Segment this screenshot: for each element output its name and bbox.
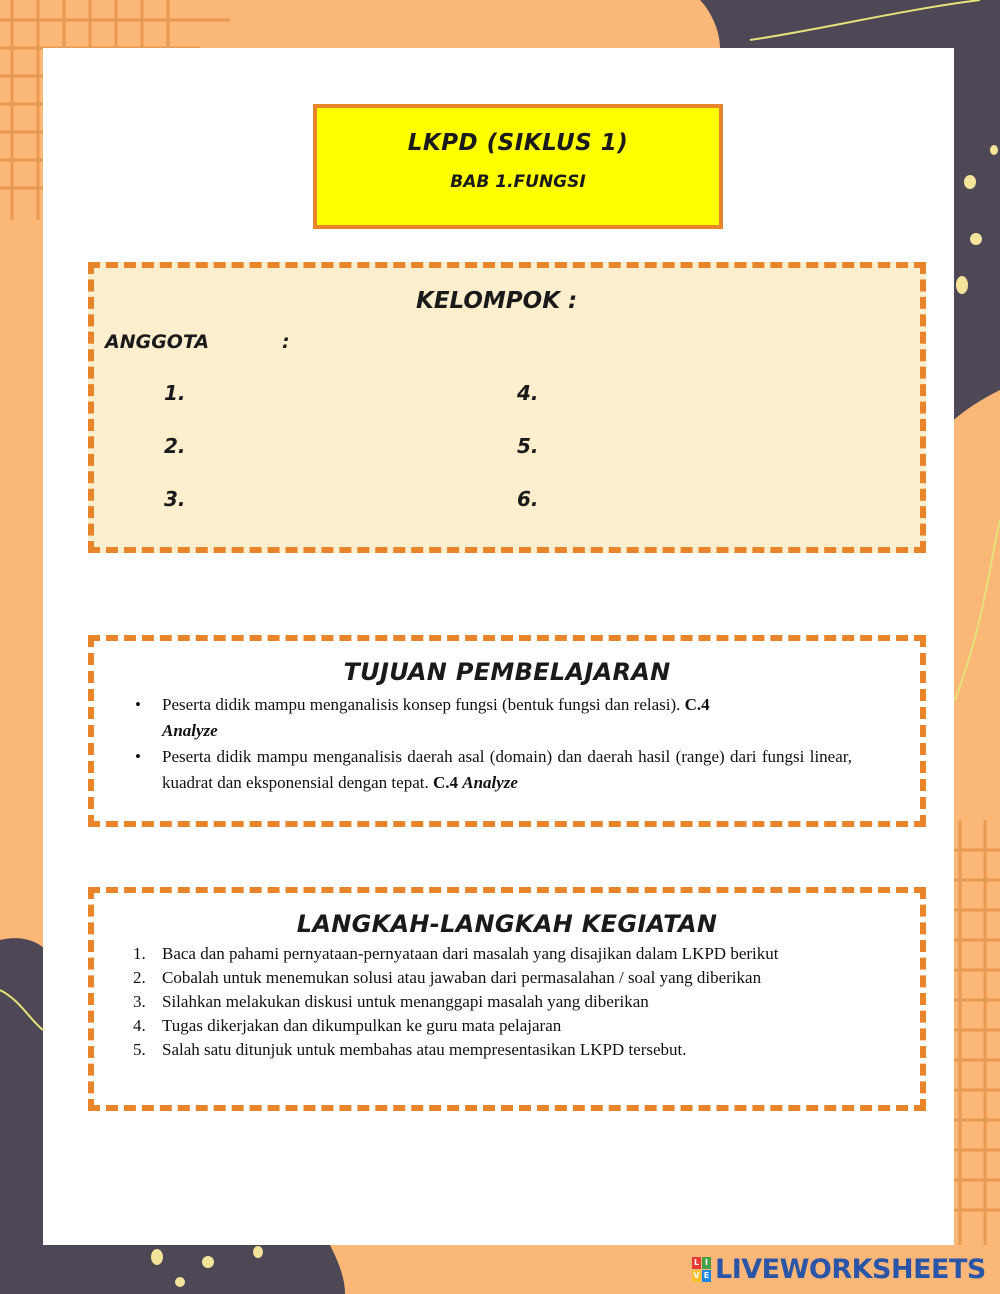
objectives-list: [94, 692, 852, 796]
liveworksheets-logo[interactable]: [692, 1253, 986, 1285]
group-title: KELOMPOK :: [416, 288, 578, 314]
title-box: [313, 104, 723, 229]
step-item: [133, 966, 920, 990]
step-text: Silahkan melakukan diskusi untuk menanggapi masalah yang diberikan: [162, 992, 649, 1011]
objective-level: Analyze: [462, 773, 518, 792]
step-item: [133, 990, 920, 1014]
liveworksheets-mark-icon: L I V E: [693, 1257, 710, 1280]
objective-item: [135, 692, 852, 744]
objective-item: [135, 744, 852, 796]
member-slot-3[interactable]: 3.: [164, 487, 186, 511]
liveworksheets-brand-text: LIVEWORKSHEETS: [715, 1253, 986, 1285]
page-title: LKPD (SIKLUS 1): [407, 130, 629, 156]
members-label: ANGGOTA: [105, 331, 210, 353]
step-item: [133, 942, 920, 966]
step-text: Tugas dikerjakan dan dikumpulkan ke guru mata pelajaran: [162, 1016, 562, 1035]
members-colon: :: [282, 331, 290, 353]
steps-list: [94, 942, 920, 1062]
step-number: 1.: [133, 944, 146, 963]
step-number: 5.: [133, 1040, 146, 1059]
bullet-icon: •: [135, 695, 141, 714]
step-item: [133, 1014, 920, 1038]
objective-text: Peserta didik mampu menganalisis konsep fungsi (bentuk fungsi dan relasi).: [162, 695, 685, 714]
step-text: Baca dan pahami pernyataan-pernyataan dari masalah yang disajikan dalam LKPD berikut: [162, 944, 779, 963]
step-text: Salah satu ditunjuk untuk membahas atau mempresentasikan LKPD tersebut.: [162, 1040, 687, 1059]
member-slot-1[interactable]: 1.: [164, 381, 186, 405]
bullet-icon: •: [135, 747, 141, 766]
objective-level: Analyze: [162, 721, 218, 740]
objective-code: C.4: [684, 695, 710, 714]
objective-code: C.4: [432, 773, 458, 792]
group-box: [88, 262, 926, 553]
member-slot-6[interactable]: 6.: [517, 487, 539, 511]
steps-box: [88, 887, 926, 1111]
step-number: 4.: [133, 1016, 146, 1035]
dark-blob-bottom: [0, 1245, 345, 1294]
member-slot-2[interactable]: 2.: [164, 434, 186, 458]
objectives-box: [88, 635, 926, 827]
objectives-title: TUJUAN PEMBELAJARAN: [343, 658, 671, 686]
step-text: Cobalah untuk menemukan solusi atau jawaban dari permasalahan / soal yang diberikan: [162, 968, 762, 987]
member-slot-4[interactable]: 4.: [517, 381, 539, 405]
step-number: 3.: [133, 992, 146, 1011]
step-number: 2.: [133, 968, 146, 987]
steps-title: LANGKAH-LANGKAH KEGIATAN: [296, 910, 718, 938]
page-subtitle: BAB 1.FUNGSI: [450, 172, 586, 192]
member-slot-5[interactable]: 5.: [517, 434, 539, 458]
step-item: [133, 1038, 920, 1062]
objective-text: Peserta didik mampu menganalisis daerah asal (domain) dan daerah hasil (range) dari fungsi linear, kuadrat dan eksponensial dengan tepat.: [162, 747, 852, 792]
